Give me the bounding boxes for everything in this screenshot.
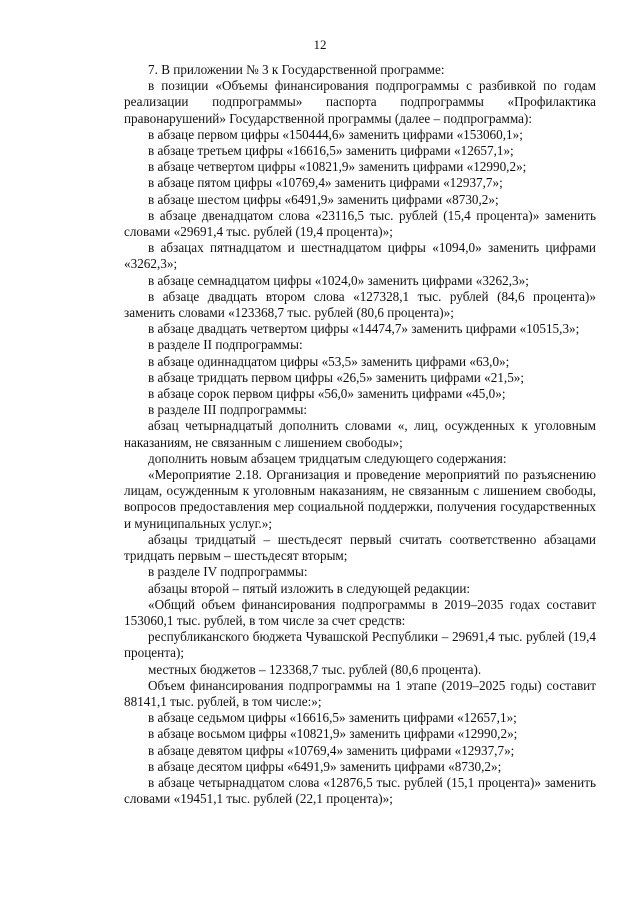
paragraph: «Мероприятие 2.18. Организация и проведение мероприятий по разъяснению лицам, осужденным к уголовным наказаниям, не связанным с лишением свободы, вопросов предоставления мер социальной поддержки, получения государственных и муниципальных услуг.»; <box>124 467 596 531</box>
paragraph: дополнить новым абзацем тридцатым следующего содержания: <box>148 450 507 466</box>
paragraph: в абзаце первом цифры «150444,6» заменить цифрами «153060,1»; <box>148 126 523 142</box>
paragraph: в разделе II подпрограммы: <box>148 337 303 353</box>
paragraph: «Общий объем финансирования подпрограммы в 2019–2035 годах составит 153060,1 тыс. рублей, в том числе за счет средств: <box>124 596 596 628</box>
paragraph: абзацы тридцатый – шестьдесят первый считать соответственно абзацами тридцать первым – шестьдесят вторым; <box>124 531 596 564</box>
paragraph: местных бюджетов – 123368,7 тыс. рублей (80,6 процента). <box>148 661 482 677</box>
paragraph: в разделе IV подпрограммы: <box>148 564 308 580</box>
paragraph: в абзаце двадцать втором слова «127328,1 тыс. рублей (84,6 процента)» заменить словами «123368,7 тыс. рублей (80,6 процента)»; <box>124 288 596 321</box>
paragraph: в абзаце тридцать первом цифры «26,5» заменить цифрами «21,5»; <box>148 369 525 385</box>
paragraph: 7. В приложении № 3 к Государственной программе: <box>148 62 445 77</box>
paragraph: республиканского бюджета Чувашской Республики – 29691,4 тыс. рублей (19,4 процента); <box>124 629 596 661</box>
paragraph: в абзаце двадцать четвертом цифры «14474,7» заменить цифрами «10515,3»; <box>148 321 580 337</box>
paragraph: в абзаце девятом цифры «10769,4» заменить цифрами «12937,7»; <box>148 742 515 758</box>
paragraph: Объем финансирования подпрограммы на 1 этапе (2019–2025 годы) составит 88141,1 тыс. рублей, в том числе:»; <box>124 677 596 709</box>
paragraph: в абзаце сорок первом цифры «56,0» заменить цифрами «45,0»; <box>148 386 506 402</box>
paragraph: в абзаце двенадцатом слова «23116,5 тыс. рублей (15,4 процента)» заменить словами «29691,4 тыс. рублей (19,4 процента)»; <box>124 207 596 240</box>
paragraph: в абзаце семнадцатом цифры «1024,0» заменить цифрами «3262,3»; <box>148 272 529 288</box>
paragraph: в абзаце пятом цифры «10769,4» заменить цифрами «12937,7»; <box>148 175 503 191</box>
paragraph: в абзаце третьем цифры «16616,5» заменить цифрами «12657,1»; <box>148 143 514 159</box>
paragraph: абзацы второй – пятый изложить в следующей редакции: <box>148 580 471 596</box>
paragraph: в абзаце восьмом цифры «10821,9» заменить цифрами «12990,2»; <box>148 726 518 742</box>
paragraph: в абзаце четырнадцатом слова «12876,5 тыс. рублей (15,1 процента)» заменить словами «19451,1 тыс. рублей (22,1 процента)»; <box>124 774 596 807</box>
paragraph: в абзацах пятнадцатом и шестнадцатом цифры «1094,0» заменить цифрами «3262,3»; <box>124 240 596 272</box>
paragraph: в позиции «Объемы финансирования подпрограммы с разбивкой по годам реализации подпрограммы» паспорта подпрограммы «Профилактика правонарушений» Государственной программы (далее – подпрограмма): <box>124 78 596 126</box>
document-body <box>124 62 596 807</box>
paragraph: в абзаце одиннадцатом цифры «53,5» заменить цифрами «63,0»; <box>148 353 510 369</box>
paragraph: в абзаце десятом цифры «6491,9» заменить цифрами «8730,2»; <box>148 758 502 774</box>
paragraph: в абзаце шестом цифры «6491,9» заменить цифрами «8730,2»; <box>148 191 499 207</box>
paragraph: в абзаце четвертом цифры «10821,9» заменить цифрами «12990,2»; <box>148 159 527 175</box>
paragraph: в разделе III подпрограммы: <box>148 402 308 418</box>
paragraph: в абзаце седьмом цифры «16616,5» заменить цифрами «12657,1»; <box>148 710 517 726</box>
page-number: 12 <box>313 37 327 52</box>
paragraph: абзац четырнадцатый дополнить словами «, лиц, осужденных к уголовным наказаниям, не связанным с лишением свободы»; <box>124 418 596 450</box>
